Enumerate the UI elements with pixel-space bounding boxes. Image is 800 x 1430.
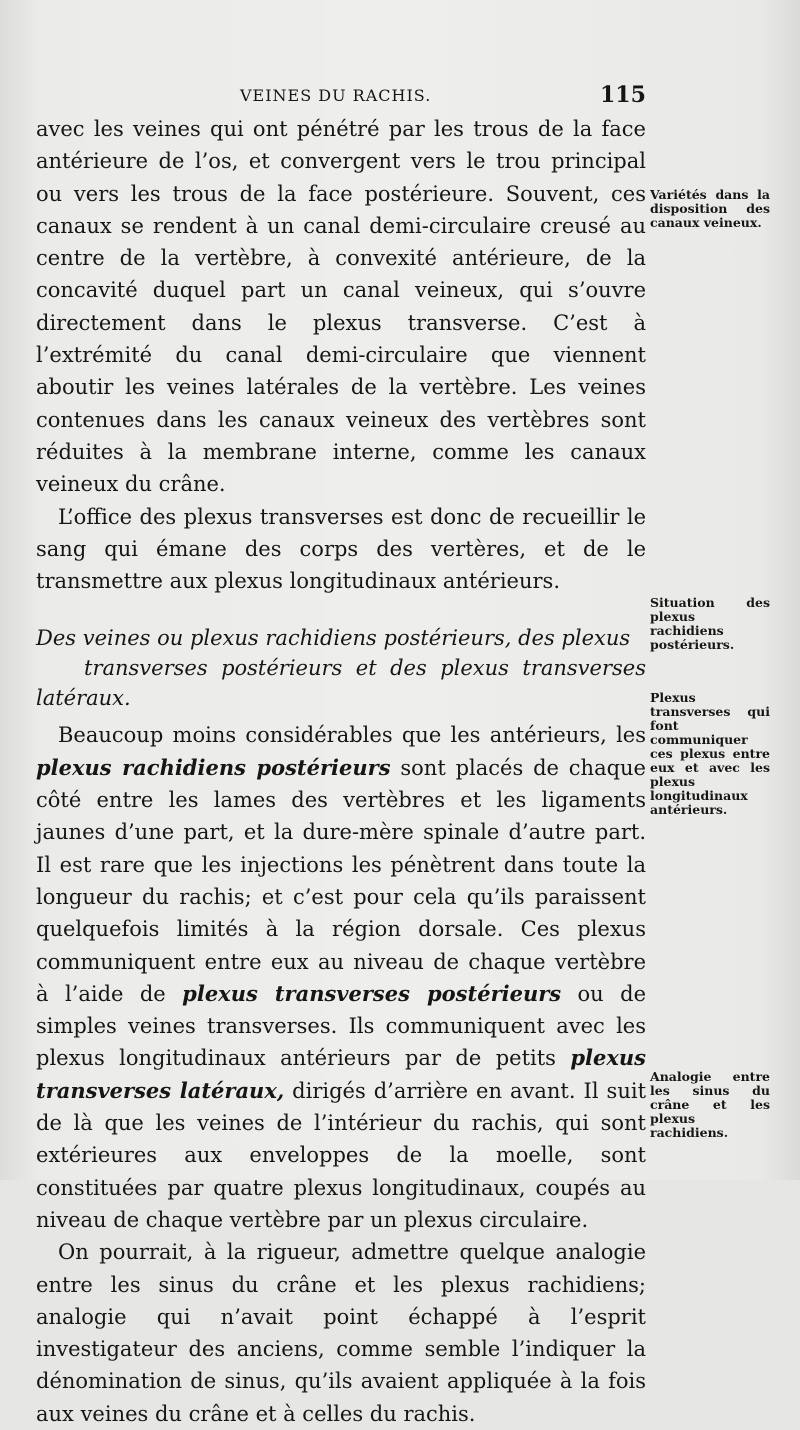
margin-note-situation: Situation des plexus rachidiens postérieurs. [650,595,770,652]
text-run: sont placés de chaque côté entre les lames des vertèbres et les ligaments jaunes d’une part, et la dure-mère spinale d’autre part. Il est rare que les injections les pénètrent dans toute la longueur du rachis; et c’est pour cela qu’ils paraissent quelquefois limités à la région dorsale. Ces plexus communiquent entre eux au niveau de chaque vertèbre à l’aide de [36,755,646,1006]
margin-note-transverse: Plexus transverses qui font communiquer ces plexus entre eux et avec les plexus longitudinaux antérieurs. [650,690,770,817]
text-run: Beaucoup moins considérables que les antérieurs, les [58,723,646,748]
emphasis-term: plexus transverses postérieurs [182,980,562,1006]
paragraph-continuation: avec les veines qui ont pénétré par les trous de la face antérieure de l’os, et convergent vers le trou principal ou vers les trous de la face postérieure. Souvent, ces canaux se rendent à un canal demi-circulaire creusé au centre de la vertèbre, à convexité antérieure, de la concavité duquel part un canal veineux, qui s’ouvre directement dans le plexus transverse. C’est à l’extrémité du canal demi-circulaire que viennent aboutir les veines latérales de la vertèbre. Les veines contenues dans les canaux veineux des vertèbres sont réduites à la membrane interne, comme les canaux veineux du crâne. [36,117,646,497]
margin-note-varieties: Variétés dans la disposition des canaux veineux. [650,187,770,230]
emphasis-term: plexus transverses latéraux, [36,1045,646,1103]
paragraph-posterior-plexus [36,719,646,1236]
text-run: ou de simples veines transverses. Ils communiquent avec les plexus longitudinaux antérieurs par de petits [36,981,647,1071]
running-title: VEINES DU RACHIS. [240,86,432,105]
emphasis-term: plexus rachidiens postérieurs [36,754,391,780]
text-run: dirigés d’arrière en avant. Il suit de là que les veines de l’intérieur du rachis, qui sont extérieures aux enveloppes de la moelle, sont constituées par quatre plexus longitudinaux, coupés au niveau de chaque vertèbre par un plexus circulaire. [36,1078,647,1232]
section-heading-line-2: transverses postérieurs et des plexus transverses latéraux. [36,656,646,711]
section-heading-line-1: Des veines ou plexus rachidiens postérieurs, des plexus [36,626,631,651]
page-number: 115 [600,82,646,108]
section-heading [36,623,646,713]
paragraph-office-plexus: L’office des plexus transverses est donc de recueillir le sang qui émane des corps des vertères, et de le transmettre aux plexus longitudinaux antérieurs. [36,504,646,594]
paragraph-analogy: On pourrait, à la rigueur, admettre quelque analogie entre les sinus du crâne et les plexus rachidiens; analogie qui n’avait point échappé à l’esprit investigateur des anciens, comme semble l’indiquer la dénomination de sinus, qu’ils avaient appliquée à la fois aux veines du crâne et à celles du rachis. [36,1240,646,1426]
main-text-column [36,113,646,1430]
margin-note-analogy: Analogie entre les sinus du crâne et les plexus rachidiens. [650,1069,770,1140]
